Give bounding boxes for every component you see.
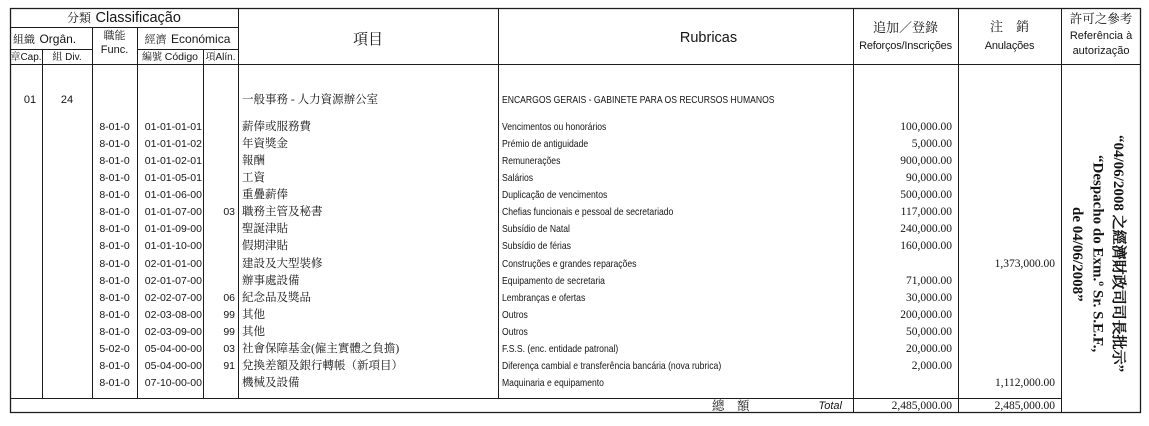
item-name-zh: 紀念品及獎品	[242, 291, 311, 304]
reinforcement-amount: 20,000.00	[906, 343, 952, 356]
economic-code: 02-02-07-00	[144, 291, 202, 304]
reinforcement-amount: 117,000.00	[900, 206, 952, 219]
cancellation-amount	[958, 136, 1055, 153]
reinforcement-amount: 71,000.00	[906, 274, 952, 287]
reinforcement-amount: 90,000.00	[906, 171, 952, 184]
table-row	[0, 290, 1149, 307]
subitem-code	[203, 256, 235, 273]
table-row	[0, 256, 1149, 273]
code-header-zh: 編號	[141, 52, 162, 63]
subitem-code: 99	[223, 326, 235, 339]
table-row	[0, 358, 1149, 375]
unit-division: 24	[60, 93, 74, 106]
table-row	[0, 119, 1149, 136]
reinforcement-amount: 500,000.00	[900, 189, 952, 201]
table-row	[0, 187, 1149, 204]
reinforcement-amount: 200,000.00	[900, 308, 952, 321]
cancellation-amount	[958, 324, 1055, 341]
reinforcement-amount: 100,000.00	[900, 120, 952, 133]
authorization-header-pt-line2: autorização	[1072, 45, 1130, 57]
functional-code: 8-01-0	[99, 308, 130, 321]
item-name-pt: Subsídio de Natal	[502, 223, 570, 236]
functional-code: 8-01-0	[99, 137, 130, 150]
subitem-header-pt: Alín.	[215, 52, 236, 63]
reinforcement-amount: 240,000.00	[900, 223, 952, 236]
subitem-code	[203, 375, 235, 392]
classification-header-pt: Classificação	[95, 10, 181, 26]
economic-header-zh: 經濟	[144, 34, 167, 46]
economic-code: 01-01-02-01	[144, 154, 202, 167]
item-name-pt: Duplicação de vencimentos	[502, 189, 608, 201]
reinforcements-header-zh: 追加／登錄	[872, 20, 938, 35]
functional-code: 8-01-0	[99, 274, 130, 287]
subitem-code	[203, 119, 235, 136]
item-name-pt: Remunerações	[502, 154, 561, 167]
organic-header	[13, 28, 92, 50]
subitem-code	[203, 187, 235, 204]
authorization-reference-zh: “04/06/2008 之經濟財政司司長批示”	[1110, 135, 1126, 373]
economic-code: 05-04-00-00	[144, 343, 202, 356]
item-name-pt: Chefias funcionais e pessoal de secretariado	[502, 206, 674, 219]
item-name-pt: Prémio de antiguidade	[502, 137, 589, 150]
cancellations-header-pt: Anulações	[984, 40, 1035, 52]
subitem-code	[203, 136, 235, 153]
total-row	[0, 399, 1149, 413]
reinforcement-amount	[853, 256, 952, 273]
reinforcement-amount: 2,000.00	[911, 360, 952, 373]
functional-code: 5-02-0	[99, 343, 130, 356]
item-name-zh: 機械及設備	[242, 377, 300, 390]
code-header	[137, 50, 203, 65]
economic-code: 05-04-00-00	[144, 360, 202, 373]
unit-chapter: 01	[23, 93, 37, 106]
chapter-header-zh: 章	[10, 52, 21, 63]
subitem-header	[203, 50, 238, 65]
authorization-reference-pt-line2: de 04/06/2008”	[1069, 206, 1085, 302]
economic-code: 02-01-01-00	[144, 257, 202, 270]
item-name-pt: Outros	[502, 326, 528, 339]
economic-code: 02-03-09-00	[144, 326, 202, 339]
authorization-header-zh: 許可之參考	[1069, 12, 1133, 26]
economic-code: 01-01-05-01	[144, 171, 202, 184]
item-name-pt: Outros	[502, 308, 528, 321]
economic-header	[137, 28, 238, 50]
functional-code: 8-01-0	[99, 171, 130, 184]
division-header	[42, 50, 92, 65]
division-header-zh: 組	[52, 52, 63, 63]
subitem-code	[203, 273, 235, 290]
item-name-zh: 假期津貼	[242, 240, 288, 253]
subitem-code: 91	[223, 360, 235, 373]
authorization-reference	[1066, 108, 1128, 400]
item-name-zh: 其他	[242, 326, 265, 339]
authorization-reference-pt-line1: “Despacho do Exm.º Sr. S.E.F.,	[1089, 155, 1106, 353]
table-row	[0, 273, 1149, 290]
cancellation-amount	[958, 119, 1055, 136]
item-name-pt: Diferença cambial e transferência bancária (nova rubrica)	[502, 360, 722, 373]
item-name-zh: 職務主管及秘書	[242, 206, 323, 219]
table-row	[0, 204, 1149, 221]
reinforcement-amount: 160,000.00	[900, 240, 952, 253]
economic-header-pt: Económica	[171, 32, 231, 46]
item-header-zh: 項目	[352, 32, 383, 48]
table-row	[0, 307, 1149, 324]
economic-code: 01-01-01-01	[144, 120, 202, 133]
functional-code: 8-01-0	[99, 120, 130, 133]
item-name-pt: Lembranças e ofertas	[502, 291, 586, 304]
item-name-zh: 年資獎金	[242, 137, 288, 150]
item-name-zh: 報酬	[242, 154, 265, 167]
cancellation-amount	[958, 307, 1055, 324]
subitem-code	[203, 221, 235, 238]
functional-code: 8-01-0	[99, 223, 130, 236]
reinforcement-amount: 900,000.00	[900, 154, 952, 167]
cancellation-amount: 1,112,000.00	[995, 377, 1055, 390]
functional-code: 8-01-0	[99, 360, 130, 373]
reinforcement-amount: 5,000.00	[911, 137, 952, 150]
cancellation-amount	[958, 273, 1055, 290]
subitem-code	[203, 238, 235, 255]
item-name-pt: Equipamento de secretaria	[502, 274, 605, 287]
item-name-pt: Construções e grandes reparações	[502, 257, 637, 270]
item-name-zh: 工資	[242, 171, 265, 184]
cancellation-amount: 1,373,000.00	[994, 257, 1055, 270]
item-name-zh: 建設及大型裝修	[242, 257, 323, 270]
item-name-zh: 重疊薪俸	[242, 189, 288, 201]
functional-code: 8-01-0	[99, 154, 130, 167]
item-name-pt: Vencimentos ou honorários	[502, 120, 607, 133]
subitem-header-zh: 項	[205, 52, 216, 63]
table-row	[0, 375, 1149, 392]
table-row	[0, 221, 1149, 238]
functional-header	[92, 29, 137, 57]
total-label-zh: 總 額	[712, 398, 750, 413]
organic-unit-row	[0, 92, 1149, 109]
reinforcements-header-pt: Reforços/Inscrições	[859, 40, 952, 52]
item-name-pt: F.S.S. (enc. entidade patronal)	[502, 343, 619, 356]
economic-code: 01-01-06-00	[144, 189, 202, 201]
subitem-code: 99	[223, 308, 235, 321]
item-header-pt: Rubricas	[679, 30, 738, 46]
total-label-pt: Total	[818, 399, 842, 412]
cancellation-amount	[958, 153, 1055, 170]
unit-name-zh: 一般事務 - 人力資源辦公室	[242, 93, 379, 106]
unit-name-pt: ENCARGOS GERAIS - GABINETE PARA OS RECURSOS HUMANOS	[502, 93, 775, 106]
subitem-code	[203, 153, 235, 170]
table-row	[0, 170, 1149, 187]
subitem-code: 03	[223, 343, 235, 356]
organic-header-zh: 組織	[13, 34, 35, 46]
subitem-code: 03	[223, 206, 235, 219]
cancellation-amount	[958, 221, 1055, 238]
item-name-zh: 辦事處設備	[242, 274, 300, 287]
cancellation-amount	[958, 238, 1055, 255]
functional-code: 8-01-0	[99, 377, 130, 390]
functional-code: 8-01-0	[99, 206, 130, 219]
item-name-zh: 其他	[242, 308, 265, 321]
item-name-zh: 薪俸或服務費	[242, 120, 311, 133]
cancellation-amount	[958, 204, 1055, 221]
item-name-pt: Maquinaria e equipamento	[502, 377, 604, 390]
item-name-pt: Subsídio de férias	[502, 240, 571, 253]
table-row	[0, 238, 1149, 255]
chapter-header	[10, 50, 42, 65]
cancellation-amount	[958, 187, 1055, 204]
cancellation-amount	[958, 290, 1055, 307]
functional-code: 8-01-0	[99, 257, 130, 270]
table-row	[0, 153, 1149, 170]
cancellations-header-zh: 注 銷	[989, 19, 1029, 34]
economic-code: 01-01-09-00	[144, 223, 202, 236]
code-header-pt: Código	[164, 51, 199, 63]
cancellation-amount	[958, 170, 1055, 187]
cancellation-amount	[958, 358, 1055, 375]
reinforcement-amount: 50,000.00	[906, 326, 952, 339]
classification-header-zh: 分類	[67, 11, 92, 25]
economic-code: 02-01-07-00	[144, 274, 202, 287]
functional-code: 8-01-0	[99, 291, 130, 304]
functional-code: 8-01-0	[99, 326, 130, 339]
cancellation-amount	[958, 341, 1055, 358]
table-row	[0, 324, 1149, 341]
chapter-header-pt: Cap.	[20, 52, 42, 63]
organic-header-pt: Orgân.	[39, 32, 77, 46]
item-name-pt: Salários	[502, 171, 534, 184]
functional-header-zh: 職能	[103, 30, 126, 42]
total-reinforcement: 2,485,000.00	[891, 399, 952, 412]
total-cancellation: 2,485,000.00	[994, 399, 1055, 412]
table-row	[0, 136, 1149, 153]
functional-code: 8-01-0	[99, 189, 130, 201]
table-row	[0, 341, 1149, 358]
reinforcement-amount: 30,000.00	[906, 291, 952, 304]
subitem-code: 06	[223, 291, 235, 304]
division-header-pt: Div.	[65, 52, 82, 63]
item-name-zh: 聖誕津貼	[242, 223, 288, 236]
economic-code: 02-03-08-00	[144, 308, 202, 321]
item-name-zh: 兌換差額及銀行轉帳（新項目）	[242, 360, 403, 373]
item-name-zh: 社會保障基金(僱主實體之負擔)	[242, 343, 400, 356]
economic-code: 01-01-10-00	[144, 240, 202, 253]
economic-code: 07-10-00-00	[144, 377, 202, 390]
economic-code: 01-01-01-02	[144, 137, 202, 150]
classification-header	[10, 8, 238, 28]
authorization-header-pt-line1: Referência à	[1069, 30, 1133, 42]
functional-header-pt: Func.	[100, 44, 129, 56]
functional-code: 8-01-0	[99, 240, 130, 253]
reinforcement-amount	[853, 375, 952, 392]
economic-code: 01-01-07-00	[144, 206, 202, 219]
subitem-code	[203, 170, 235, 187]
